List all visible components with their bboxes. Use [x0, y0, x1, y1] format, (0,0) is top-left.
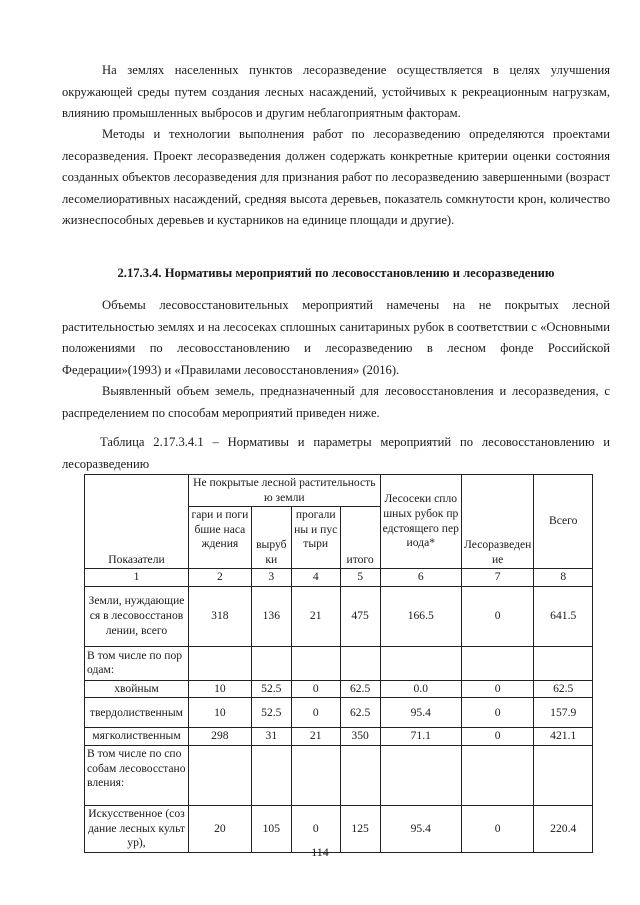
table-row	[85, 646, 593, 680]
cell-value: 157.9	[534, 698, 593, 728]
cell-value: 0	[291, 698, 340, 728]
header-total-not-covered: итого	[340, 507, 380, 569]
cell-value: 125	[340, 805, 380, 852]
col-number: 4	[291, 569, 340, 587]
cell-value: 21	[291, 586, 340, 646]
cell-value: 0	[291, 680, 340, 698]
cell-value: 421.1	[534, 728, 593, 746]
row-label: В том числе по способам лесовосстановления:	[85, 745, 189, 805]
col-number: 1	[85, 569, 189, 587]
cell-value: 0	[461, 698, 534, 728]
header-not-covered: Не покрытые лесной растительностью земли	[188, 475, 380, 507]
paragraph-settlement-afforestation: На землях населенных пунктов лесоразведение осуществляется в целях улучшения окружающей среды путем создания лесных насаждений, устойчивых к рекреационным нагрузкам, влиянию промышленных выбросов и другим неблагоприятным факторам.	[62, 63, 610, 121]
column-numbers-row	[85, 569, 593, 587]
table-row	[85, 698, 593, 728]
col-number: 3	[251, 569, 291, 587]
table-row	[85, 586, 593, 646]
cell-value: 475	[340, 586, 380, 646]
header-burned: гари и погибшие насаждения	[188, 507, 251, 569]
cell-value: 136	[251, 586, 291, 646]
cell-value: 62.5	[340, 698, 380, 728]
cell-value: 21	[291, 728, 340, 746]
cell-value: 10	[188, 680, 251, 698]
table-row	[85, 745, 593, 805]
cell-value: 62.5	[534, 680, 593, 698]
row-label: мягколиственным	[85, 728, 189, 746]
cell-value: 220.4	[534, 805, 593, 852]
header-glades: прогалины и пустыри	[291, 507, 340, 569]
paragraph-identified-volume: Выявленный объем земель, предназначенный для лесовосстановления и лесоразведения, с распределением по способам мероприятий приведен ниже.	[62, 384, 610, 420]
row-label: твердолиственным	[85, 698, 189, 728]
cell-value: 0	[461, 680, 534, 698]
cell-value: 95.4	[380, 698, 461, 728]
col-number: 5	[340, 569, 380, 587]
cell-value: 0	[461, 805, 534, 852]
cell-value: 166.5	[380, 586, 461, 646]
cell-value: 71.1	[380, 728, 461, 746]
table-row	[85, 728, 593, 746]
header-grand-total: Всего	[534, 475, 593, 569]
header-afforestation: Лесоразведение	[461, 475, 534, 569]
cell-value: 318	[188, 586, 251, 646]
cell-value: 298	[188, 728, 251, 746]
col-number: 2	[188, 569, 251, 587]
cell-value: 350	[340, 728, 380, 746]
col-number: 6	[380, 569, 461, 587]
cell-value: 95.4	[380, 805, 461, 852]
table-row	[85, 680, 593, 698]
cell-value: 0.0	[380, 680, 461, 698]
paragraph-methods: Методы и технологии выполнения работ по лесоразведению определяются проектами лесоразведения. Проект лесоразведения должен содержать конкретные критерии оценки состояния созданных объектов лесоразведения для признания работ по лесоразведению завершенными (возраст лесомелиоративных насаждений, средняя высота деревьев, показатель сомкнутости крон, количество жизнеспособных деревьев и кустарников на единице площади и другие).	[62, 127, 610, 228]
col-number: 7	[461, 569, 534, 587]
header-cutting-areas: Лесосеки сплошных рубок предстоящего периода*	[380, 475, 461, 569]
row-label: Земли, нуждающиеся в лесовосстановлении, всего	[85, 586, 189, 646]
cell-value: 20	[188, 805, 251, 852]
cell-value: 0	[461, 586, 534, 646]
cell-value: 10	[188, 698, 251, 728]
table-caption: Таблица 2.17.3.4.1 – Нормативы и параметры мероприятий по лесовосстановлению и лесоразведению	[62, 435, 610, 471]
norms-table	[84, 474, 593, 853]
cell-value: 105	[251, 805, 291, 852]
row-label: В том числе по породам:	[85, 646, 189, 680]
row-label: хвойным	[85, 680, 189, 698]
col-number: 8	[534, 569, 593, 587]
header-clearings: вырубки	[251, 507, 291, 569]
paragraph-volumes: Объемы лесовосстановительных мероприятий намечены на не покрытых лесной растительностью землях и на лесосеках сплошных санитариных рубок в соответствии с «Основными положениями по лесовосстановлению и лесоразведению в лесном фонде Российской Федерации»(1993) и «Правилами лесовосстановления» (2016).	[62, 298, 610, 377]
row-label: Искусственное (создание лесных культур),	[85, 805, 189, 852]
cell-value: 641.5	[534, 586, 593, 646]
page-number: 114	[311, 845, 329, 859]
section-heading: 2.17.3.4. Нормативы мероприятий по лесовосстановлению и лесоразведению	[117, 266, 555, 280]
cell-value: 62.5	[340, 680, 380, 698]
cell-value: 31	[251, 728, 291, 746]
cell-value: 52.5	[251, 680, 291, 698]
cell-value: 52.5	[251, 698, 291, 728]
header-indicators: Показатели	[85, 475, 189, 569]
cell-value: 0	[461, 728, 534, 746]
cell-value: 0	[291, 805, 340, 852]
